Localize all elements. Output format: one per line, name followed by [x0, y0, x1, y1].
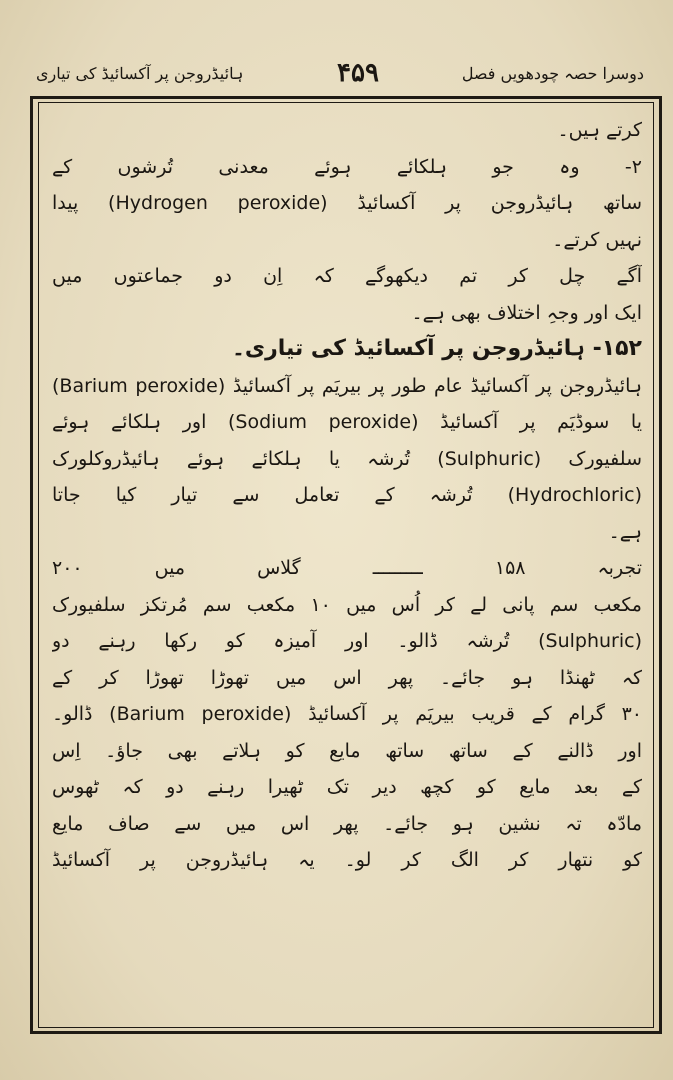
text-body [52, 112, 642, 879]
text-line: مکعب سم پانی لے کر اُس میں ۱۰ مکعب سم مُرتکز سلفیورک [52, 593, 642, 616]
text-line: (Hydrochloric) تُرشہ کے تعامل سے تیار کیا جاتا [52, 484, 642, 506]
text-line: ہائیڈروجن پر آکسائیڈ عام طور پر بیریَم پر آکسائیڈ (Barium peroxide) [52, 374, 642, 397]
text-line: نہیں کرتے۔ [552, 228, 642, 251]
text-line: مادّہ تہ نشین ہو جائے۔ پھر اس میں سے صاف مایع [52, 812, 642, 835]
text-line: ۳۰ گرام کے قریب بیریَم پر آکسائیڈ (Barium peroxide) ڈالو۔ [52, 703, 642, 725]
section-heading: ۱۵۲- ہائیڈروجن پر آکسائیڈ کی تیاری۔ [232, 336, 642, 361]
experiment-heading-line: تجربہ ۱۵۸ ـــــــــ گلاس میں ۲۰۰ [52, 557, 642, 579]
text-line: آگے چل کر تم دیکھوگے کہ اِن دو جماعتوں میں [52, 265, 642, 287]
text-line: ۲- وہ جو ہلکائے ہوئے معدنی تُرشوں کے [52, 155, 642, 178]
text-line: (Sulphuric) تُرشہ ڈالو۔ اور آمیزہ کو رکھا رہنے دو [52, 630, 642, 652]
header-chapter-title: ہائیڈروجن پر آکسائیڈ کی تیاری [36, 64, 244, 83]
text-line: ساتھ ہائیڈروجن پر آکسائیڈ (Hydrogen peroxide) پیدا [52, 192, 642, 214]
text-line: اور ڈالنے کے ساتھ ساتھ مایع کو ہلاتے بھی جاؤ۔ اِس [52, 739, 642, 762]
text-line: کہ ٹھنڈا ہو جائے۔ پھر اس میں تھوڑا تھوڑا کر کے [52, 666, 642, 689]
running-header [28, 58, 650, 94]
text-line: یا سوڈیَم پر آکسائیڈ (Sodium peroxide) اور ہلکائے ہوئے [52, 411, 642, 433]
text-line: ہے۔ [608, 520, 642, 543]
text-line: کرتے ہیں۔ [557, 119, 642, 141]
text-line: کو نتھار کر الگ کر لو۔ یہ ہائیڈروجن پر آکسائیڈ [52, 849, 642, 871]
text-line: سلفیورک (Sulphuric) تُرشہ یا ہلکائے ہوئے ہائیڈروکلورک [52, 447, 642, 470]
text-line: ایک اور وجہِ اختلاف بھی ہے۔ [411, 301, 642, 324]
header-section-title: دوسرا حصہ چودھویں فصل [461, 64, 644, 83]
page-number: ۴۵۹ [337, 58, 379, 88]
text-line: کے بعد مایع کو کچھ دیر تک ٹھیرا رہنے دو کہ ٹھوس [52, 776, 642, 798]
